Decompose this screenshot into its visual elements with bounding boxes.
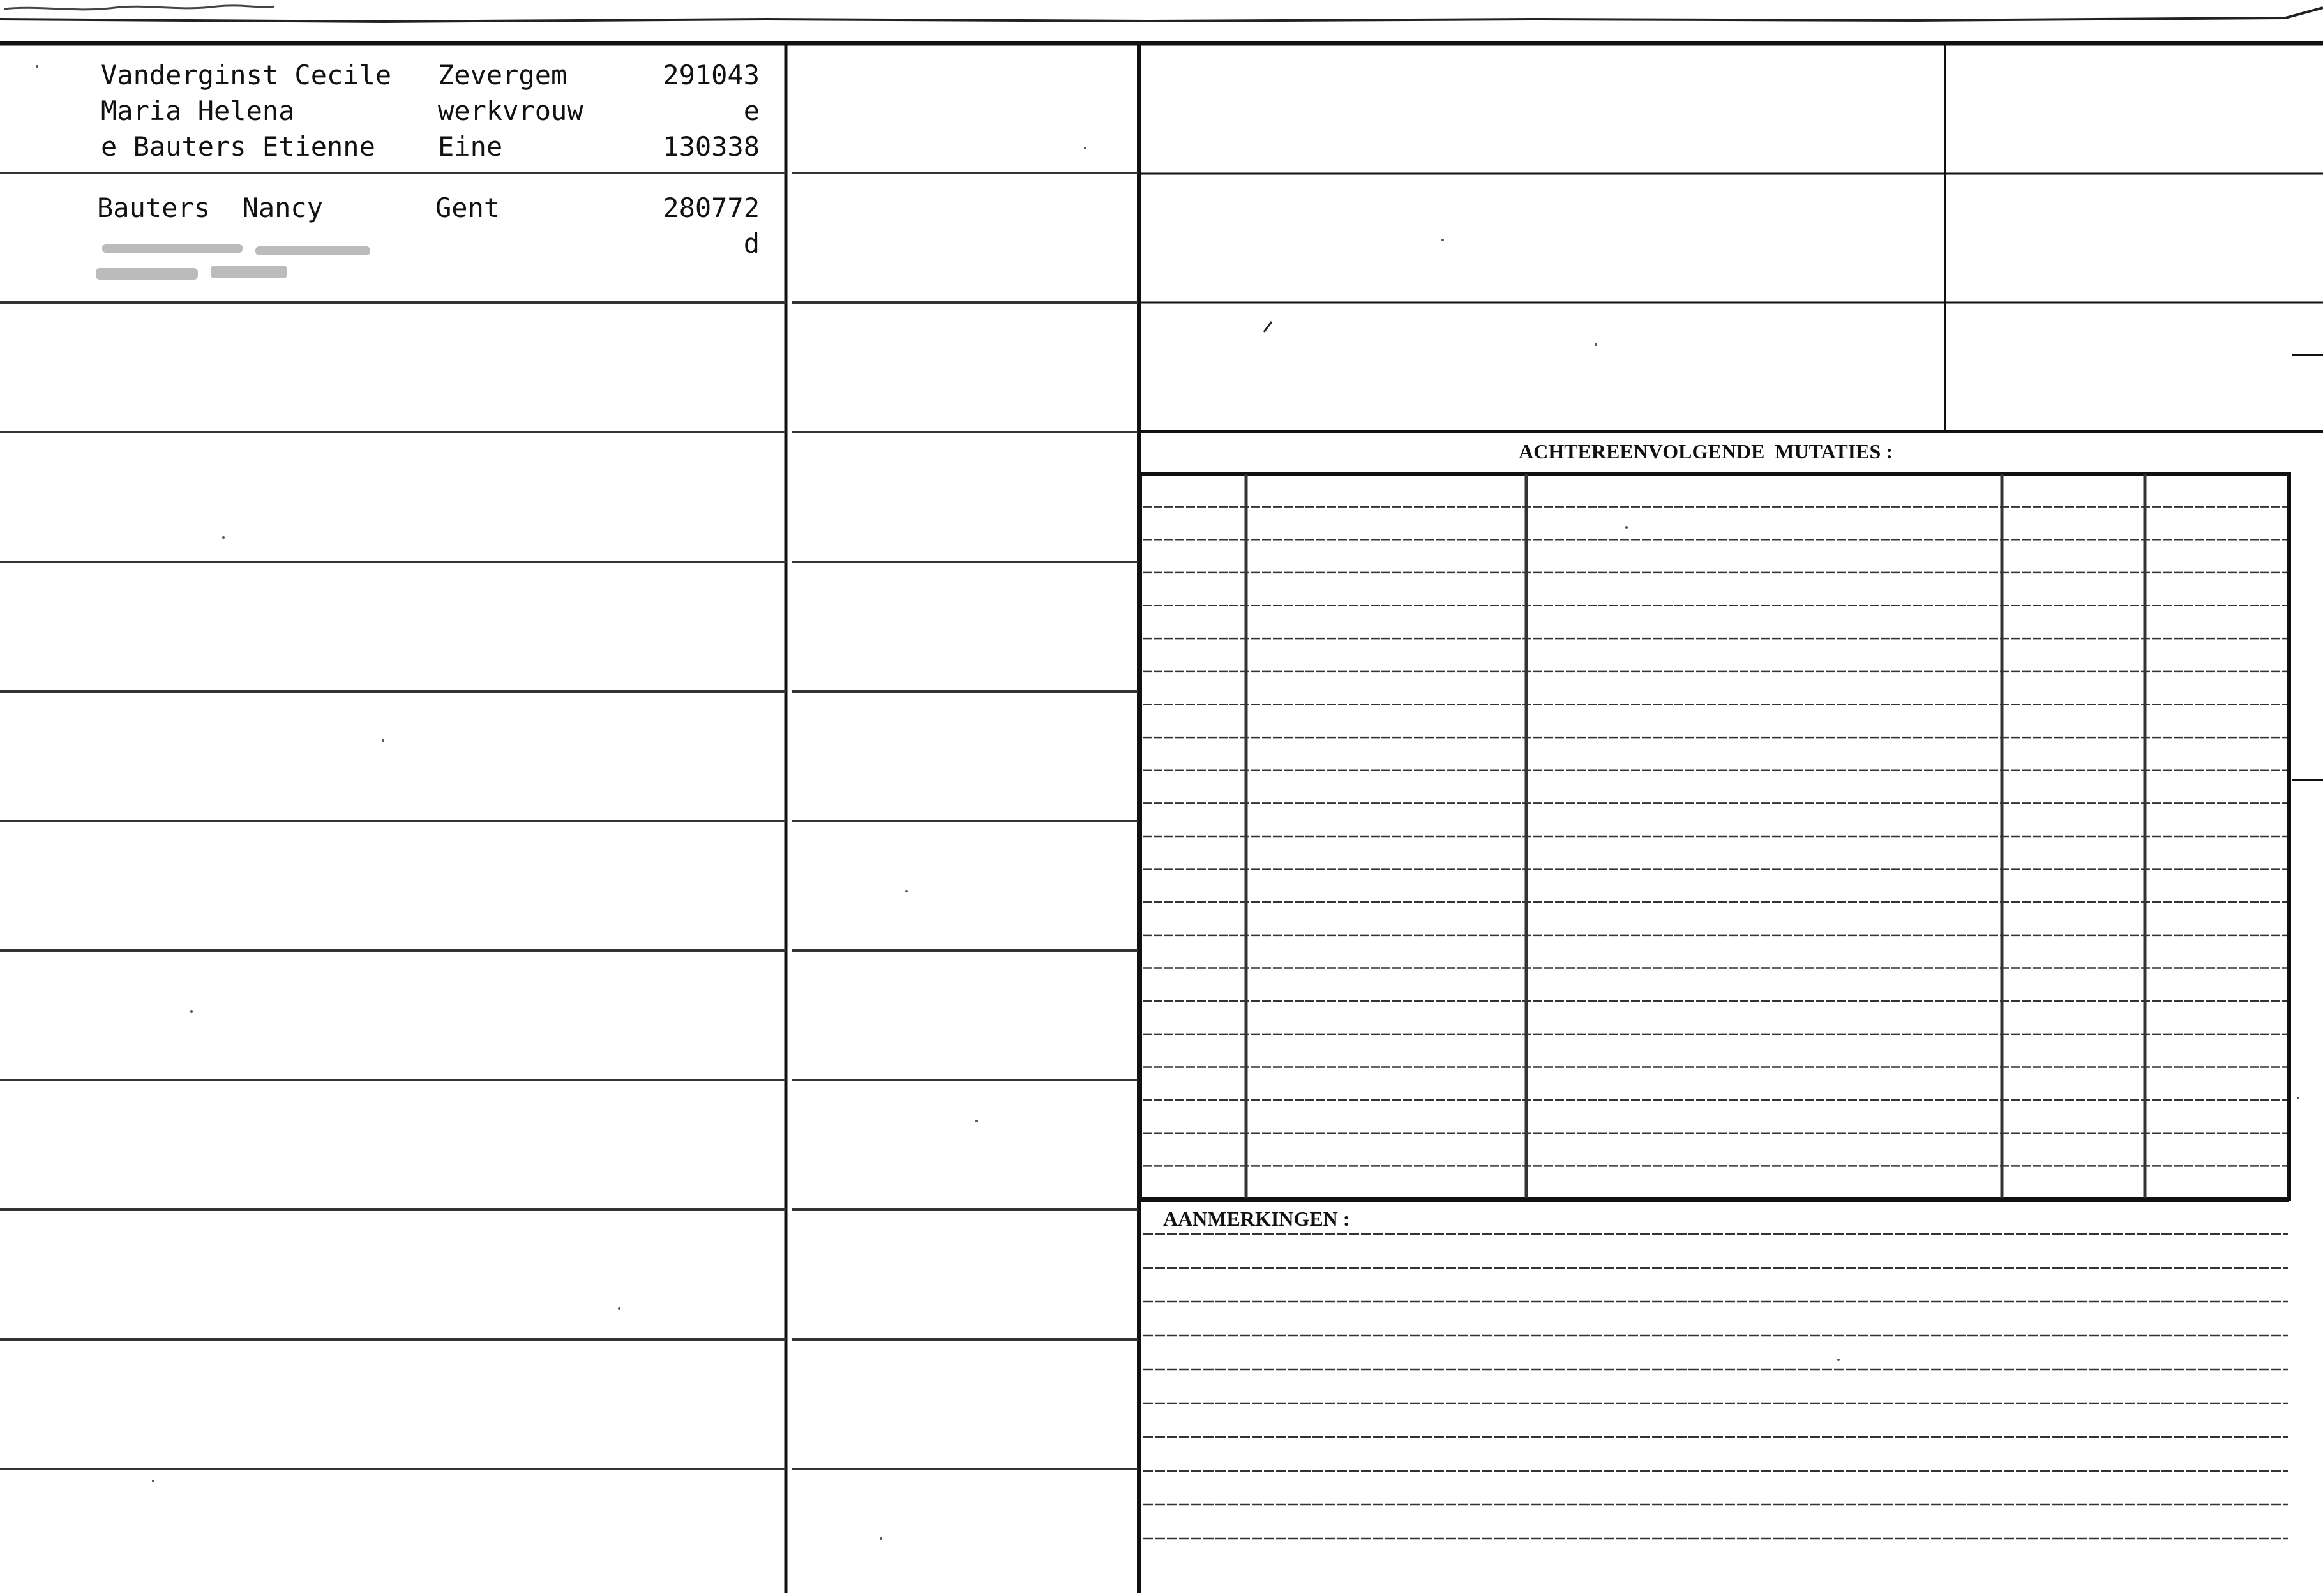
entry-name-line: Vanderginst Cecile: [101, 59, 392, 91]
entry-date-line: 280772: [663, 192, 760, 223]
entry-date-line: 291043: [663, 59, 760, 91]
mutations-section: [1140, 440, 2289, 1199]
register-entry: [96, 192, 760, 280]
register-table: [0, 43, 2323, 1593]
entry-name-line: e Bauters Etienne: [101, 131, 375, 162]
sheet-top-edge: [0, 8, 2323, 22]
entry-place-line: Eine: [438, 131, 503, 162]
entry-date-line: 130338: [663, 131, 760, 162]
entry-name-line: Maria Helena: [101, 95, 295, 126]
sheet-top-scribble: [4, 6, 274, 10]
register-entry: [101, 59, 760, 162]
entry-place-line: werkvrouw: [438, 95, 583, 126]
mutations-heading: ACHTEREENVOLGENDE MUTATIES :: [1519, 440, 1893, 463]
mutations-row-rules: [1143, 507, 2287, 1166]
entry-place-line: Zevergem: [438, 59, 568, 91]
register-row-rules: [0, 173, 1138, 1469]
remarks-ruled-lines: [1143, 1234, 2288, 1539]
scan-specks: [36, 65, 2299, 1540]
remarks-section: [1139, 1200, 2289, 1539]
entry-date-line: d: [743, 228, 760, 259]
mutations-columns: [1246, 474, 2145, 1199]
faded-illegible-text: [96, 244, 370, 280]
entry-date-line: e: [743, 95, 760, 126]
entry-place-line: Gent: [435, 192, 500, 223]
remarks-heading: AANMERKINGEN :: [1163, 1207, 1350, 1230]
entry-name-line: Bauters Nancy: [97, 192, 324, 223]
